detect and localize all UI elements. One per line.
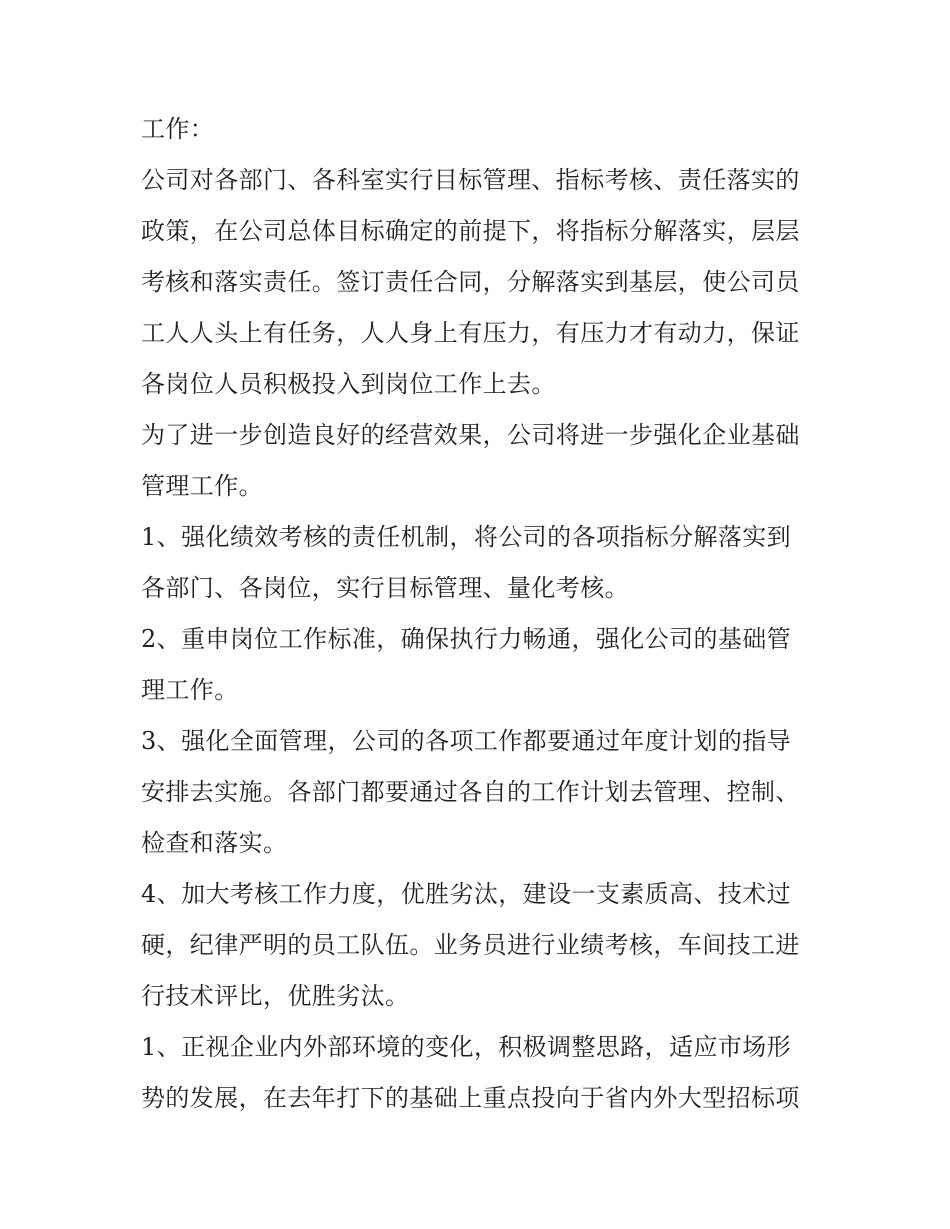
text-line: 4、加大考核工作力度，优胜劣汰，建设一支素质高、技术过 [141,880,792,908]
text-line: 硬，纪律严明的员工队伍。业务员进行业绩考核，车间技工进 [141,931,800,959]
text-line: 1、正视企业内外部环境的变化，积极调整思路，适应市场形 [141,1033,792,1061]
text-line: 管理工作。 [141,472,263,500]
text-line: 考核和落实责任。签订责任合同，分解落实到基层，使公司员 [141,268,800,296]
text-line: 行技术评比，优胜劣汰。 [141,982,410,1010]
text-line: 政策，在公司总体目标确定的前提下，将指标分解落实，层层 [141,217,800,245]
text-line: 工作： [141,115,215,143]
text-line: 检查和落实。 [141,829,288,857]
text-line: 势的发展，在去年打下的基础上重点投向于省内外大型招标项 [141,1084,800,1112]
text-line: 各岗位人员积极投入到岗位工作上去。 [141,370,556,398]
text-line: 理工作。 [141,676,239,704]
text-line: 为了进一步创造良好的经营效果，公司将进一步强化企业基础 [141,421,800,449]
text-line: 工人人头上有任务，人人身上有压力，有压力才有动力，保证 [141,319,800,347]
document-body [141,104,821,1124]
text-line: 1、强化绩效考核的责任机制，将公司的各项指标分解落实到 [141,523,792,551]
text-line: 安排去实施。各部门都要通过各自的工作计划去管理、控制、 [141,778,800,806]
text-line: 2、重申岗位工作标准，确保执行力畅通，强化公司的基础管 [141,625,792,653]
text-line: 公司对各部门、各科室实行目标管理、指标考核、责任落实的 [141,166,800,194]
text-line: 各部门、各岗位，实行目标管理、量化考核。 [141,574,629,602]
text-line: 3、强化全面管理，公司的各项工作都要通过年度计划的指导 [141,727,792,755]
